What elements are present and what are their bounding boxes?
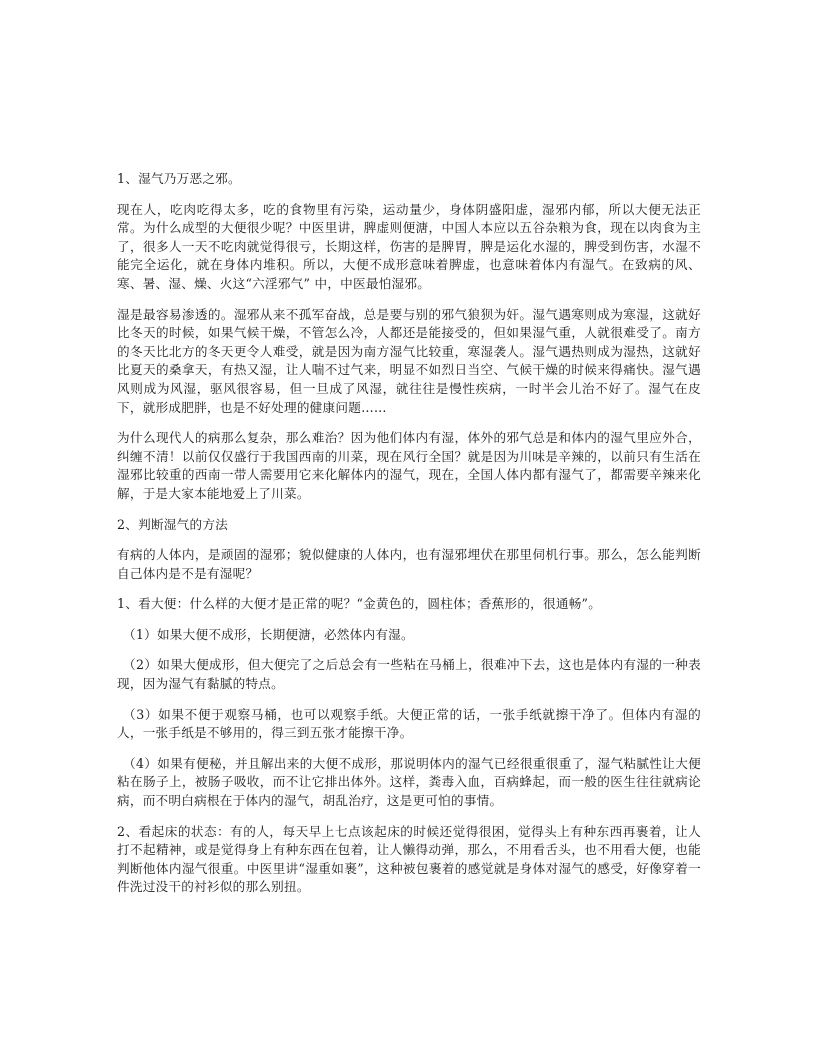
section-heading-2: 2、判断湿气的方法 bbox=[117, 516, 229, 532]
document-text-body bbox=[117, 170, 701, 897]
paragraph-modern-illness: 为什么现代人的病那么复杂，那么难治？因为他们体内有湿，体外的邪气总是和体内的湿气里应外合，纠缠不清！以前仅仅盛行于我国西南的川菜，现在风行全国？就是因为川味是辛辣的，以前只有生活在湿邪比较重的西南一带人需要用它来化解体内的湿气，现在，全国人体内都有湿气了，都需要辛辣来化解，于是大家本能地爱上了川菜。 bbox=[117, 430, 701, 501]
paragraph-damp-penetrates: 湿是最容易渗透的。湿邪从来不孤军奋战，总是要与别的邪气狼狈为奸。湿气遇寒则成为寒湿，这就好比冬天的时候，如果气候干燥，不管怎么冷，人都还是能接受的，但如果湿气重，人就很难受了。南方的冬天比北方的冬天更令人难受，就是因为南方湿气比较重，寒湿袭人。湿气遇热则成为湿热，这就好比夏天的桑拿天，有热又湿，让人喘不过气来，明显不如烈日当空、气候干燥的时候来得痛快。湿气遇风则成为风湿，驱风很容易，但一旦成了风湿，就往往是慢性疾病，一时半会儿治不好了。湿气在皮下，就形成肥胖，也是不好处理的健康问题…… bbox=[117, 306, 701, 415]
list-item-stool-2: （2）如果大便成形，但大便完了之后总会有一些粘在马桶上，很难冲下去，这也是体内有湿的一种表现，因为湿气有黏腻的特点。 bbox=[117, 657, 701, 692]
paragraph-modern-diet: 现在人，吃肉吃得太多，吃的食物里有污染，运动量少，身体阴盛阳虚，湿邪内郁，所以大便无法正常。为什么成型的大便很少呢？中医里讲，脾虚则便溏，中国人本应以五谷杂粮为食，现在以肉食为主了，很多人一天不吃肉就觉得很亏，长期这样，伤害的是脾胃，脾是运化水湿的，脾受到伤害，水湿不能完全运化，就在身体内堆积。所以，大便不成形意味着脾虚，也意味着体内有湿气。在致病的风、寒、暑、湿、燥、火这“六淫邪气” 中，中医最怕湿邪。 bbox=[117, 201, 701, 291]
paragraph-stool-intro: 1、看大便：什么样的大便才是正常的呢？“金黄色的，圆柱体；香蕉形的，很通畅”。 bbox=[117, 596, 602, 612]
list-item-stool-3: （3）如果不便于观察马桶，也可以观察手纸。大便正常的话，一张手纸就擦干净了。但体内有湿的人，一张手纸是不够用的，得三到五张才能擦干净。 bbox=[117, 706, 701, 741]
paragraph-waking-state: 2、看起床的状态：有的人，每天早上七点该起床的时候还觉得很困，觉得头上有种东西再裹着，让人打不起精神，或是觉得身上有种东西在包着，让人懒得动弹，那么，不用看舌头，也不用看大便，也能判断他体内湿气很重。中医里讲“湿重如裹”，这种被包裹着的感觉就是身体对湿气的感受，好像穿着一件洗过没干的衬衫似的那么别扭。 bbox=[117, 823, 701, 895]
list-item-stool-1: （1）如果大便不成形，长期便溏，必然体内有湿。 bbox=[123, 626, 414, 642]
list-item-stool-4: （4）如果有便秘，并且解出来的大便不成形，那说明体内的湿气已经很重很重了，湿气粘腻性让大便粘在肠子上，被肠子吸收，而不让它排出体外。这样，粪毒入血，百病蜂起，而一般的医生往往就病论病，而不明白病根在于体内的湿气，胡乱治疗，这是更可怕的事情。 bbox=[117, 755, 701, 809]
paragraph-judge-intro: 有病的人体内，是顽固的湿邪；貌似健康的人体内，也有湿邪埋伏在那里伺机行事。那么，怎么能判断自己体内是不是有湿呢？ bbox=[117, 547, 701, 581]
section-heading-1: 1、湿气乃万恶之邪。 bbox=[117, 171, 241, 186]
